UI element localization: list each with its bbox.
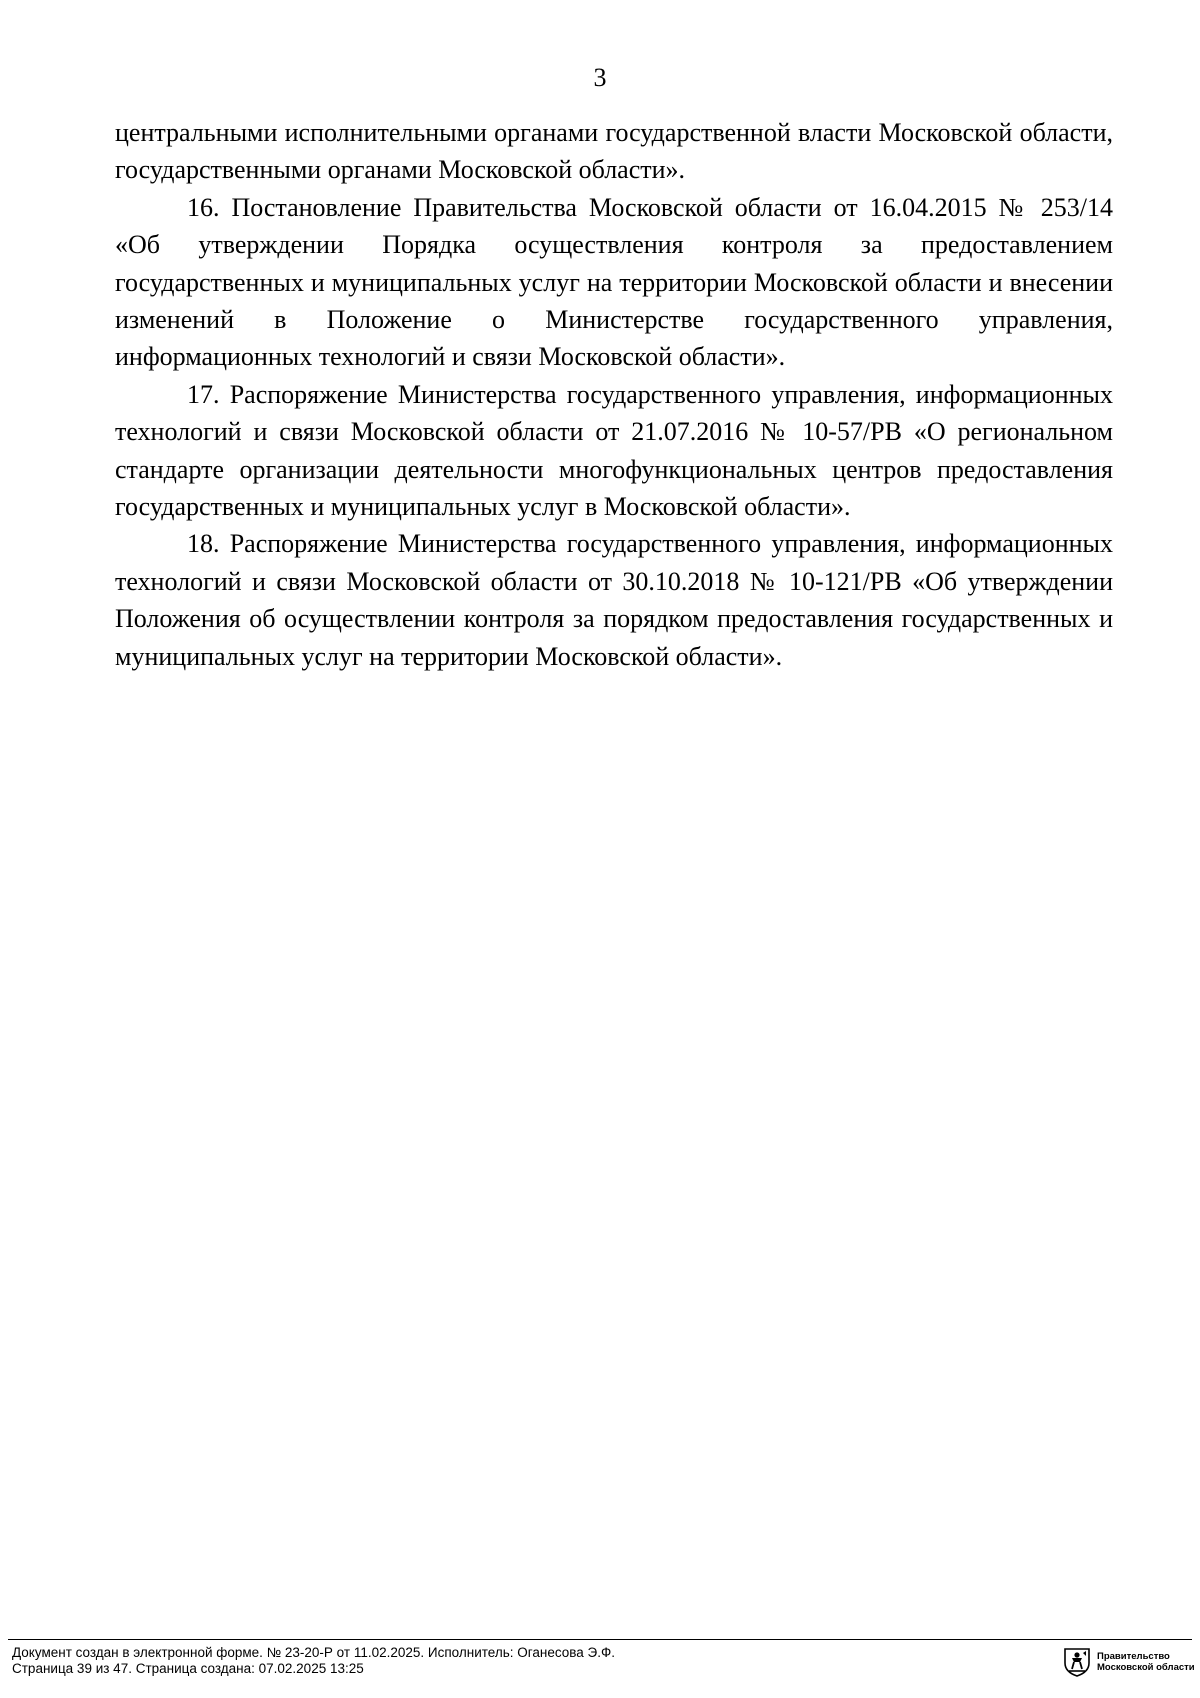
paragraph-item-16: 16. Постановление Правительства Московской области от 16.04.2015 № 253/14 «Об утверждении Порядка осуществления контроля за предоставлением государственных и муниципальных услуг на территории Московской области и внесении изменений в Положение о Министерстве государственного управления, информационных технологий и связи Московской области». [115, 192, 1113, 372]
logo-text-line-1: Правительство [1097, 1651, 1170, 1662]
page-number: 3 [593, 63, 607, 92]
coat-of-arms-icon [1063, 1647, 1091, 1677]
paragraph-item-18: 18. Распоряжение Министерства государственного управления, информационных технологий и связи Московской области от 30.10.2018 № 10-121/РВ «Об утверждении Положения об осуществлении контроля за порядком предоставления государственных и муниципальных услуг на территории Московской области». [115, 529, 1113, 671]
paragraph-continuation: центральными исполнительными органами государственной власти Московской области, государственными органами Московской области». [115, 118, 1113, 185]
footer-divider [8, 1639, 1192, 1640]
footer-document-line: Документ создан в электронной форме. № 23-20-Р от 11.02.2025. Исполнитель: Оганесова Э.Ф. [12, 1645, 615, 1660]
footer-page-line: Страница 39 из 47. Страница создана: 07.02.2025 13:25 [12, 1661, 364, 1676]
paragraph-item-17: 17. Распоряжение Министерства государственного управления, информационных технологий и связи Московской области от 21.07.2016 № 10-57/РВ «О региональном стандарте организации деятельности многофункциональных центров предоставления государственных и муниципальных услуг в Московской области». [115, 379, 1113, 522]
document-body [115, 114, 1113, 675]
footer-document-info [12, 1645, 615, 1677]
government-logo [1063, 1647, 1195, 1677]
logo-text-line-2: Московской области [1097, 1662, 1195, 1673]
